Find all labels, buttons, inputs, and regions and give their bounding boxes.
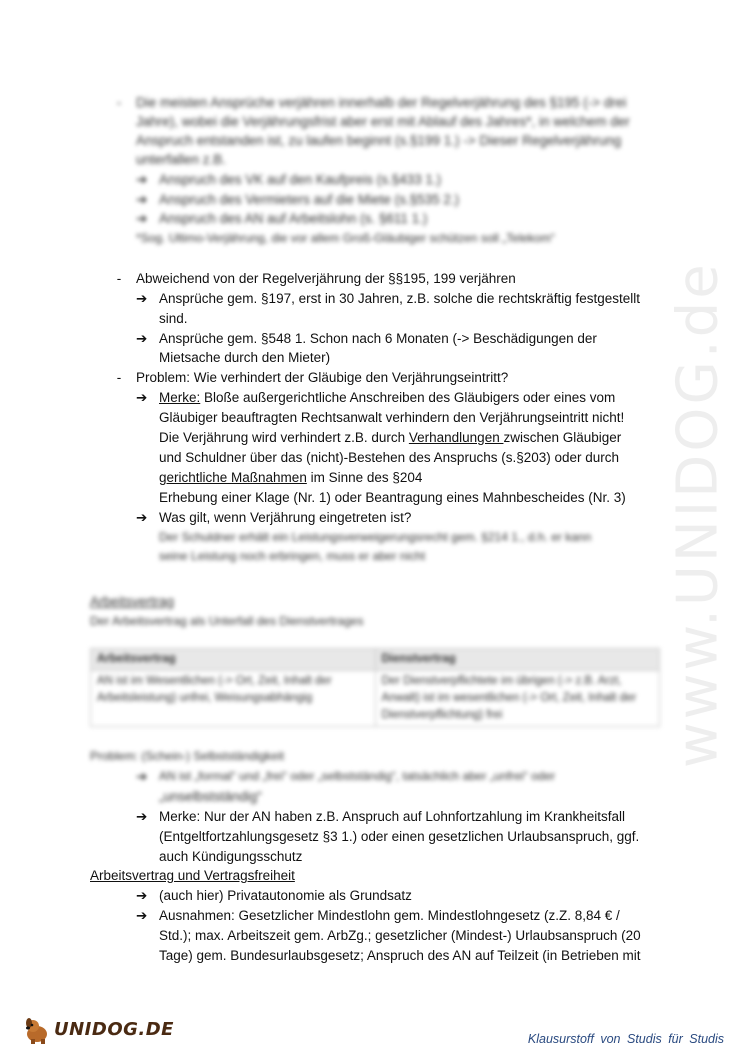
blurred-answer: Der Schuldner erhält ein Leistungsverweigerungsrecht gem. §214 1., d.h. er kann (159, 530, 592, 544)
list-item: Anspruch des VK auf den Kaufpreis (s.§433 1.) (159, 172, 442, 187)
list-item-cont: „unselbstständig“ (159, 789, 262, 804)
text-line: Jahre), wobei die Verjährungsfrist aber erst mit Ablauf des Jahres*, in welchem der (136, 114, 630, 129)
table-cell: Der Dienstverpflichtete im übrigen (-> z.B. Arzt, Anwalt) ist im wesentlichen (-> Ort, Zeit, Inhalt der Dienstverpflichtung) frei (375, 671, 660, 727)
list-item-cont: Erhebung einer Klage (Nr. 1) oder Beantragung eines Mahnbescheides (Nr. 3) (159, 490, 626, 505)
list-item-cont: (Entgeltfortzahlungsgesetz §3 1.) oder einen gesetzlichen Urlaubsanspruch, ggf. (159, 829, 640, 844)
table-cell: AN ist im Wesentlichen (-> Ort, Zeit, Inhalt der Arbeitsleistung) unfrei, Weisungsabhängig (91, 671, 376, 727)
logo-text: UNIDOG.DE (54, 1019, 174, 1041)
list-item: Anspruch des AN auf Arbeitslohn (s. §611 1.) (159, 211, 428, 226)
text-line: Problem: (Schein-) Selbstständigkeit (90, 749, 285, 763)
list-item-cont: Mietsache durch den Mieter) (159, 350, 331, 365)
list-item: Ansprüche gem. §197, erst in 30 Jahren, z.B. solche die rechtskräftig festgestellt (159, 291, 641, 306)
list-item-cont: Tage) gem. Bundesurlaubsgesetz; Anspruch des AN auf Teilzeit (in Betrieben mit (159, 948, 641, 963)
dog-icon (22, 1015, 52, 1045)
list-item: Ansprüche gem. §548 1. Schon nach 6 Monaten (-> Beschädigungen der (159, 331, 597, 346)
section-heading (90, 866, 295, 886)
heading-text: Arbeitsvertrag und Vertragsfreiheit (90, 868, 295, 883)
list-item: Anspruch des Vermieters auf die Miete (s.§535 2.) (159, 192, 460, 207)
footnote: *Sog. Ultimo-Verjährung, die vor allem Groß-Gläubiger schützen soll „Telekom“ (136, 231, 555, 245)
text-line: Anspruch entstanden ist, zu laufen beginnt (s.§199 1.) -> Dieser Regelverjährung (136, 133, 622, 148)
table-header-row (91, 649, 660, 671)
underlined-term: gerichtliche Maßnahmen (159, 470, 307, 485)
list-item: Was gilt, wenn Verjährung eingetreten ist? (159, 510, 412, 525)
text-span: Die Verjährung wird verhindert z.B. durch (159, 430, 409, 445)
list-item-cont: sind. (159, 311, 188, 326)
list-item-cont (159, 428, 621, 448)
list-item (159, 388, 615, 408)
bullet-dash: - (116, 271, 122, 286)
underlined-term: Verhandlungen (408, 430, 504, 445)
arrow-icon: ➔ (136, 390, 148, 405)
text-line: unterfallen z.B. (136, 152, 227, 167)
text-line: Die meisten Ansprüche verjähren innerhalb der Regelverjährung des §195 (-> drei (136, 95, 627, 110)
list-item: Merke: Nur der AN haben z.B. Anspruch auf Lohnfortzahlung im Krankheitsfall (159, 809, 626, 824)
arrow-icon: ➔ (136, 192, 148, 207)
comparison-table (90, 648, 660, 727)
list-item: (auch hier) Privatautonomie als Grundsatz (159, 888, 412, 903)
arrow-icon: ➔ (136, 510, 148, 525)
list-item: AN ist „formal“ und „frei“ oder „selbstständig“, tatsächlich aber „unfrei“ oder (159, 769, 556, 783)
table-header-cell: Arbeitsvertrag (91, 649, 376, 671)
list-item-cont: auch Kündigungsschutz (159, 849, 303, 864)
subheading: Der Arbeitsvertrag als Unterfall des Dienstvertrages (90, 614, 364, 628)
list-item-cont: Gläubiger beauftragten Rechtsanwalt verhindern den Verjährungseintritt nicht! (159, 410, 625, 425)
footer-tagline: Klausurstoff von Studis für Studis (527, 1032, 724, 1046)
list-item: Ausnahmen: Gesetzlicher Mindestlohn gem. Mindestlohngesetz (z.Z. 8,84 € / (159, 908, 620, 923)
arrow-icon: ➔ (136, 769, 148, 784)
arrow-icon: ➔ (136, 331, 148, 346)
merke-label: Merke: (159, 390, 201, 405)
heading-text: Arbeitsvertrag (90, 594, 175, 609)
text-line: Abweichend von der Regelverjährung der §§195, 199 verjähren (136, 271, 516, 286)
bullet-dash: - (116, 95, 122, 110)
text-span: im Sinne des §204 (306, 470, 423, 485)
table-header-cell: Dienstvertrag (375, 649, 660, 671)
text-span: zwischen Gläubiger (503, 430, 622, 445)
section-heading (90, 592, 174, 612)
arrow-icon: ➔ (136, 172, 148, 187)
text-span: Bloße außergerichtliche Anschreiben des Gläubigers oder eines vom (200, 390, 616, 405)
unidog-logo (22, 1010, 174, 1050)
list-item-cont: und Schuldner über das (nicht)-Bestehen des Anspruchs (s.§203) oder durch (159, 450, 620, 465)
arrow-icon: ➔ (136, 908, 148, 923)
list-item-cont: Std.); max. Arbeitszeit gem. ArbZg.; gesetzlicher (Mindest-) Urlaubsanspruch (20 (159, 928, 641, 943)
text-line: Problem: Wie verhindert der Gläubige den Verjährungseintritt? (136, 370, 509, 385)
blurred-answer: seine Leistung noch erbringen, muss er aber nicht (159, 549, 426, 563)
arrow-icon: ➔ (136, 809, 148, 824)
watermark-text: www.UNIDOG.de (665, 261, 731, 769)
bullet-dash: - (116, 370, 122, 385)
arrow-icon: ➔ (136, 211, 148, 226)
list-item-cont (159, 468, 422, 488)
table-row (91, 671, 660, 727)
arrow-icon: ➔ (136, 291, 148, 306)
arrow-icon: ➔ (136, 888, 148, 903)
